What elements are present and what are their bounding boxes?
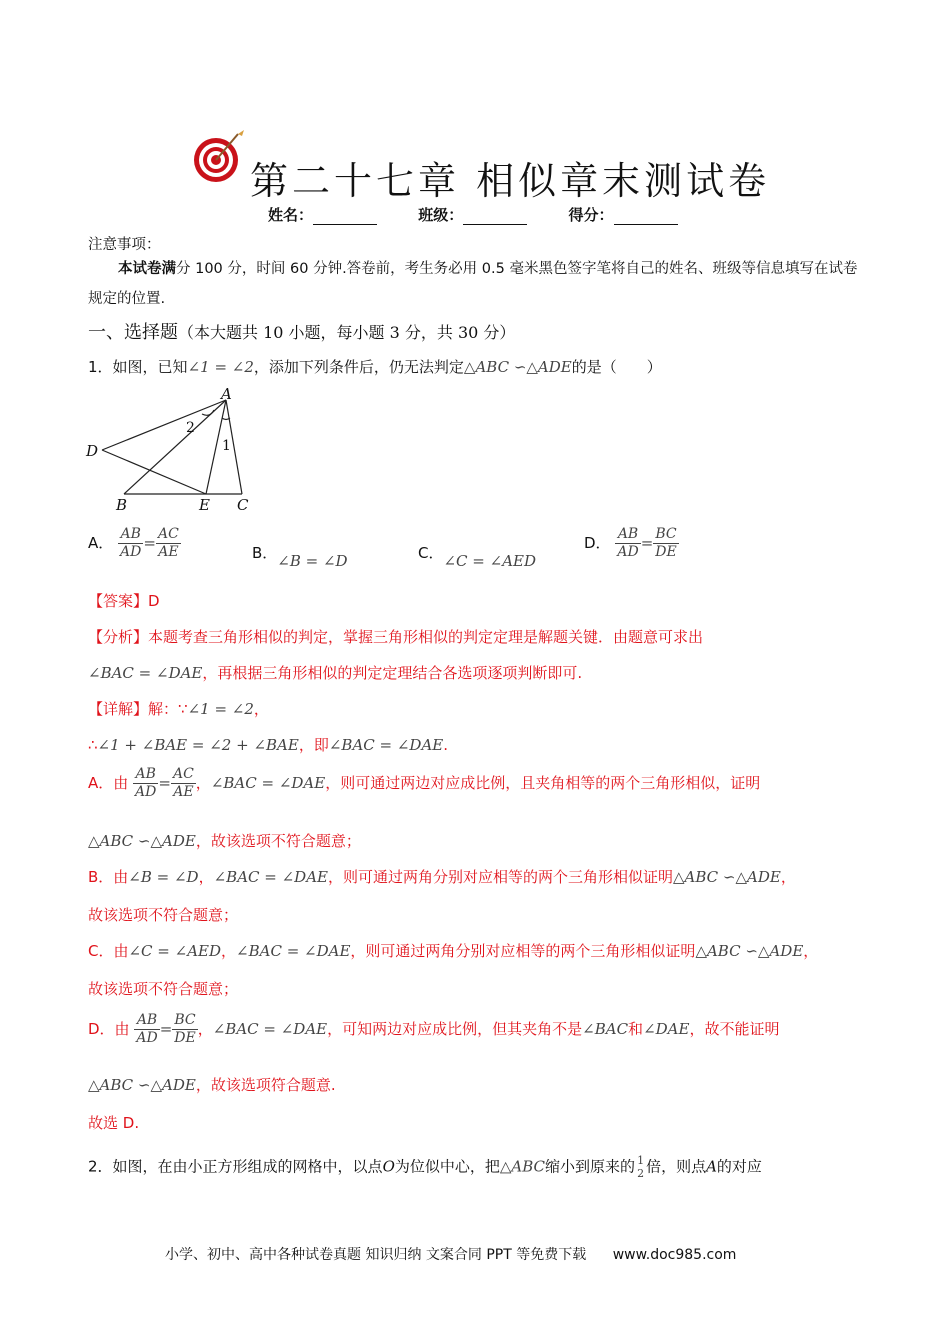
footer [165, 1244, 736, 1264]
q1-exp-d: D．由 $\frac{AB}{AD}$ = $\frac{BC}{DE}$ ，∠BAC = ∠DAE，可知两边对应成比例，但其夹角不是∠BAC和∠DAE，故不能证明 [88, 1012, 780, 1046]
frac-d2 [653, 526, 678, 561]
exp-b-text: ，则可通过两角分别对应相等的两个三角形相似证明 [328, 868, 674, 886]
frac-den: 2 [637, 1167, 645, 1180]
q1-figure [82, 388, 272, 522]
notice-heading: 注意事项： [88, 237, 161, 253]
exp-d-frac2 [172, 1012, 197, 1047]
q1-exp-d-2 [88, 1074, 336, 1095]
detail2-end: . [443, 736, 449, 754]
frac-den: DE [174, 1030, 196, 1046]
q1-exp-c-2: 故该选项不符合题意； [88, 980, 239, 998]
frac-d1 [615, 526, 640, 561]
q2-point-o: O [382, 1157, 395, 1176]
class-label: 班级： [418, 206, 464, 224]
frac-den: AE [173, 784, 194, 800]
frac-den: AD [120, 544, 142, 560]
exp-d-pre: D．由 [88, 1020, 130, 1038]
q1-final: 故选 D. [88, 1114, 140, 1132]
q1-detail-2 [88, 734, 448, 755]
fig-angle-1: 1 [222, 438, 231, 454]
q1-similarity: △ABC ∽△ADE [463, 358, 572, 376]
exp-c-e2: ∠BAC = ∠DAE [236, 942, 351, 960]
q1-option-c[interactable] [418, 542, 537, 570]
detail-expr: ∠1 = ∠2 [187, 700, 254, 718]
section-note: （本大题共 10 小题，每小题 3 分，共 30 分） [178, 323, 516, 342]
option-c-expr: ∠C = ∠AED [443, 552, 537, 570]
q2-text-e: 的对应 [716, 1157, 762, 1176]
frac-num: AB [118, 526, 143, 544]
q2-text-a: 如图，在由小正方形组成的网格中，以点 [112, 1157, 383, 1176]
exp-d-e2: ∠BAC = ∠DAE [212, 1020, 328, 1038]
frac-num: AC [172, 766, 194, 782]
q2-point-a: A [706, 1157, 717, 1176]
q1-option-d[interactable]: D． $\frac{AB}{AD}$ = $\frac{BC}{DE}$ [584, 526, 677, 560]
q1-exp-b: B．由∠B = ∠D，∠BAC = ∠DAE，则可通过两角分别对应相等的两个三角形相似证明△ABC ∽△ADE， [88, 868, 796, 886]
exp-a-expr: ∠BAC = ∠DAE [210, 774, 326, 792]
exp-c-sim: △ABC ∽△ADE [695, 942, 804, 960]
q1-condition: ∠1 = ∠2 [187, 358, 254, 376]
fig-label-d: D [86, 442, 99, 460]
exp-d-frac1 [134, 1012, 159, 1047]
frac-den: AE [158, 544, 179, 560]
therefore: ∴ [88, 736, 98, 754]
analysis-text: 本题考查三角形相似的判定，掌握三角形相似的判定定理是解题关键．由题意可求出 [148, 628, 704, 646]
option-a-label: A． [88, 534, 114, 552]
q2-text-c: 缩小到原来的 [545, 1157, 636, 1176]
detail-tag: 【详解】 [88, 700, 149, 718]
fig-label-b: B [116, 496, 128, 514]
q1-option-a[interactable]: A． $\frac{AB}{AD}$ = $\frac{AC}{AE}$ [88, 526, 179, 560]
footer-link[interactable]: www.doc985.com [612, 1247, 737, 1263]
q1-analysis [88, 626, 703, 647]
q1-stem [88, 356, 662, 377]
q1-exp-a-2 [88, 830, 361, 851]
analysis-tag: 【分析】 [88, 628, 149, 646]
student-info [268, 204, 714, 225]
analysis-text-2: ，再根据三角形相似的判定定理结合各选项逐项判断即可. [202, 664, 583, 682]
exp-a-text: ，则可通过两边对应成比例，且夹角相等的两个三角形相似，证明 [325, 774, 761, 792]
exp-d-a2: ∠DAE [643, 1020, 690, 1038]
exp-b-e1: ∠B = ∠D [128, 868, 199, 886]
exp-a-pre: A．由 [88, 774, 129, 792]
fig-label-e: E [199, 496, 210, 514]
fig-label-a: A [221, 388, 232, 403]
q1-exp-c: C．由∠C = ∠AED，∠BAC = ∠DAE，则可通过两角分别对应相等的两个三角形相似证明△ABC ∽△ADE， [88, 942, 819, 960]
exp-a-end: ，故该选项不符合题意； [195, 832, 361, 850]
option-b-expr: ∠B = ∠D [277, 552, 348, 570]
frac-den: AD [617, 544, 639, 560]
detail-end: ， [253, 700, 269, 718]
q1-exp-b-2: 故该选项不符合题意； [88, 906, 239, 924]
exp-d-a1: ∠BAC [582, 1020, 629, 1038]
section-title [88, 318, 515, 344]
score-label: 得分： [568, 206, 614, 224]
section-heading: 一、选择题 [88, 322, 178, 343]
q1-option-b[interactable] [252, 542, 348, 570]
q2-triangle: △ABC [499, 1157, 546, 1176]
q2-fraction [635, 1154, 646, 1180]
answer-tag: 【答案】 [88, 592, 149, 610]
frac-a2 [156, 526, 181, 561]
exp-d-end: ，故该选项符合题意. [195, 1076, 336, 1094]
frac-num: 1 [637, 1154, 645, 1167]
exp-b-e2: ∠BAC = ∠DAE [213, 868, 328, 886]
name-label: 姓名： [268, 206, 314, 224]
exp-b-pre: B．由 [88, 868, 129, 886]
frac-den: AD [136, 1030, 158, 1046]
frac-num: AB [133, 766, 158, 784]
notice-bold: 本试卷满 [118, 261, 176, 277]
detail2-expr: ∠1 + ∠BAE = ∠2 + ∠BAE [97, 736, 299, 754]
option-d-label: D． [584, 534, 611, 552]
exp-d-text: ，可知两边对应成比例，但其夹角不是 [327, 1020, 583, 1038]
q2-text-b: 为位似中心，把 [394, 1157, 500, 1176]
target-icon [186, 126, 246, 190]
class-field[interactable] [463, 210, 527, 225]
fig-label-c: C [237, 496, 249, 514]
q1-exp-a: A．由 $\frac{AB}{AD}$ = $\frac{AC}{AE}$ ，∠BAC = ∠DAE，则可通过两边对应成比例，且夹角相等的两个三角形相似，证明 [88, 766, 761, 800]
page-title: 第二十七章 相似章末测试卷 [250, 159, 771, 203]
q2-number: 2． [88, 1157, 113, 1176]
frac-a1 [118, 526, 143, 561]
exp-c-text: ，则可通过两角分别对应相等的两个三角形相似证明 [350, 942, 696, 960]
frac-num: BC [653, 526, 678, 544]
analysis-expr: ∠BAC = ∠DAE [88, 664, 203, 682]
option-b-label: B． [252, 544, 278, 562]
q1-text-c: 的是（ ） [571, 358, 662, 376]
fig-angle-2: 2 [186, 420, 195, 436]
q1-answer [88, 590, 160, 611]
name-field[interactable] [313, 210, 377, 225]
exp-a-sim: △ABC ∽△ADE [88, 832, 196, 850]
q1-detail [88, 698, 269, 719]
detail2-mid: ，即 [298, 736, 329, 754]
q1-text-b: ，添加下列条件后，仍无法判定 [253, 358, 464, 376]
frac-den: AD [135, 784, 157, 800]
exp-b-sim: △ABC ∽△ADE [673, 868, 781, 886]
exp-c-e1: ∠C = ∠AED [128, 942, 222, 960]
notice-text: 分 100 分，时间 60 分钟.答卷前，考生务必用 0.5 毫米黑色签字笔将自己的姓名、班级等信息填写在试卷规定的位置. [88, 261, 858, 307]
q1-number: 1． [88, 358, 113, 376]
frac-num: AB [615, 526, 640, 544]
exp-d-and: 和 [628, 1020, 644, 1038]
frac-num: AC [157, 526, 179, 542]
option-c-label: C． [418, 544, 444, 562]
q1-analysis-2 [88, 662, 582, 683]
exp-a-frac1 [133, 766, 158, 801]
exp-d-sim: △ABC ∽△ADE [88, 1076, 196, 1094]
q2-text-d: 倍，则点 [646, 1157, 707, 1176]
exp-d-text2: ，故不能证明 [689, 1020, 780, 1038]
frac-num: AB [134, 1012, 159, 1030]
frac-num: BC [172, 1012, 197, 1030]
score-field[interactable] [614, 210, 678, 225]
footer-text: 小学、初中、高中各种试卷真题 知识归纳 文案合同 PPT 等免费下载 [165, 1247, 587, 1263]
detail-text: 解：∵ [148, 700, 188, 718]
answer-value: D [148, 592, 160, 610]
frac-den: DE [655, 544, 677, 560]
q2-stem [88, 1154, 762, 1180]
exp-c-pre: C．由 [88, 942, 129, 960]
notice-body [88, 254, 868, 314]
detail2-expr2: ∠BAC = ∠DAE [328, 736, 444, 754]
q1-text-a: 如图，已知 [112, 358, 188, 376]
exp-a-frac2 [171, 766, 196, 801]
